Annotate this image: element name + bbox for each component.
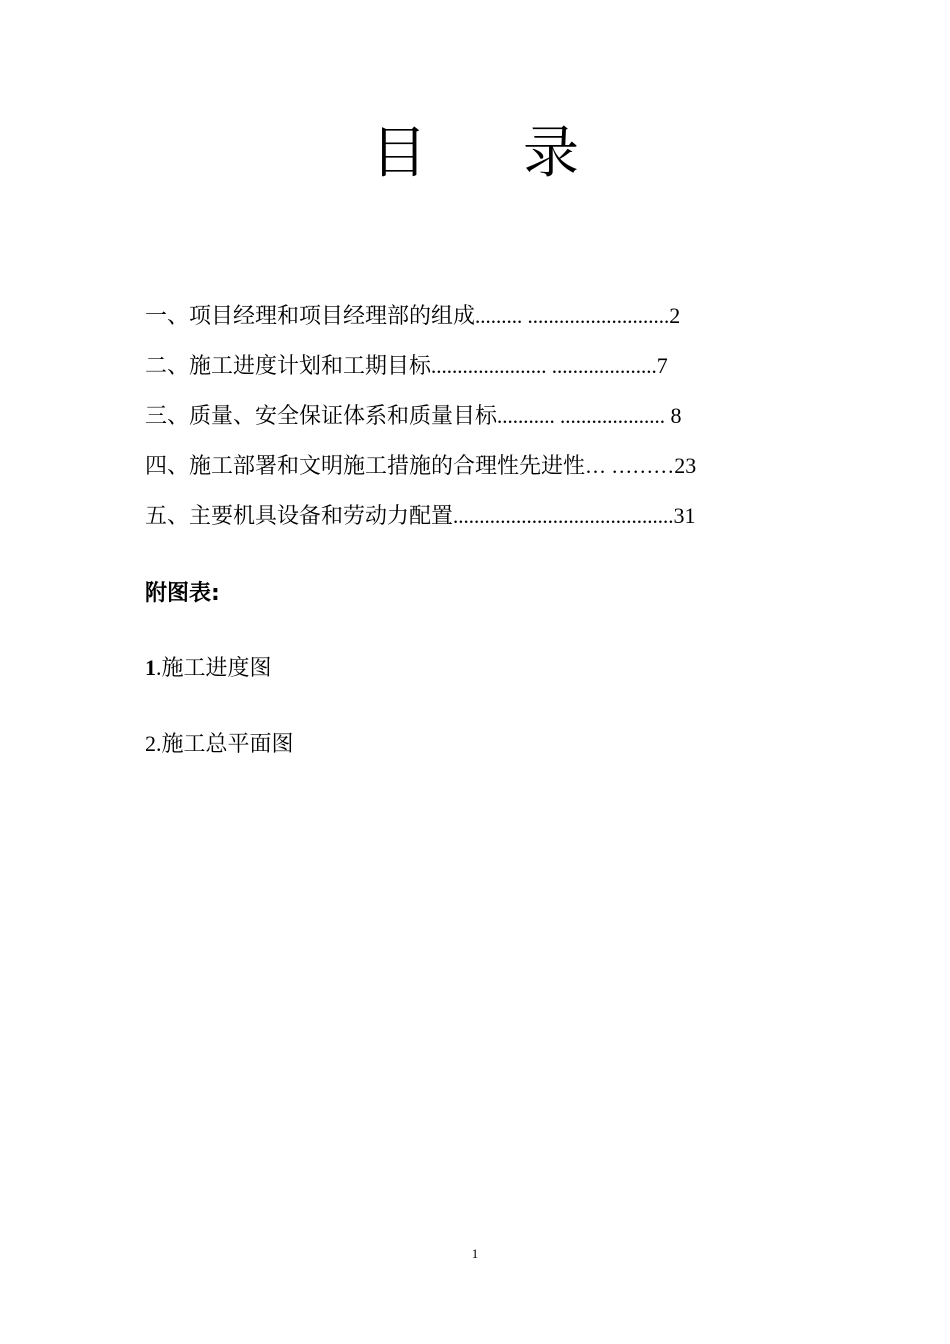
toc-entry-title: 三、质量、安全保证体系和质量目标: [145, 404, 498, 429]
title-char-1: 目: [371, 121, 427, 186]
table-of-contents: [145, 296, 805, 546]
appendix-heading: 附图表:: [145, 581, 220, 606]
toc-entry-title: 一、项目经理和项目经理部的组成: [145, 304, 476, 329]
appendix-item-number: 2: [145, 731, 156, 756]
toc-entry-page: 23: [674, 453, 697, 478]
appendix-item-separator: .: [156, 731, 162, 756]
appendix-item-number: 1: [145, 655, 156, 680]
page-number: 1: [471, 1246, 479, 1261]
toc-entry-page: 8: [665, 403, 682, 428]
toc-entry-leader: ...................... ....................: [431, 354, 657, 378]
appendix-item-label: 施工进度图: [161, 656, 272, 681]
toc-entry[interactable]: [145, 396, 805, 446]
toc-entry-leader: ......... ...........................: [475, 304, 670, 328]
toc-entry-title: 五、主要机具设备和劳动力配置: [145, 504, 454, 529]
toc-entry[interactable]: [145, 296, 805, 346]
page-title: [0, 118, 950, 190]
toc-entry-page: 31: [673, 503, 696, 528]
toc-entry-page: 2: [669, 303, 681, 328]
appendix-item: [145, 724, 294, 765]
appendix-item-label: 施工总平面图: [161, 732, 294, 757]
toc-entry-leader: ........... ....................: [497, 404, 666, 428]
toc-entry-leader: ..........................................: [453, 504, 674, 528]
appendix-item: [145, 648, 272, 689]
toc-entry[interactable]: [145, 496, 805, 546]
toc-entry-title: 四、施工部署和文明施工措施的合理性先进性: [145, 454, 586, 479]
appendix-item-separator: .: [156, 655, 162, 680]
toc-entry-leader: … ………: [585, 454, 675, 478]
toc-entry[interactable]: [145, 446, 805, 496]
title-char-2: 录: [523, 121, 579, 186]
toc-entry[interactable]: [145, 346, 805, 396]
toc-entry-title: 二、施工进度计划和工期目标: [145, 354, 432, 379]
toc-entry-page: 7: [656, 353, 668, 378]
